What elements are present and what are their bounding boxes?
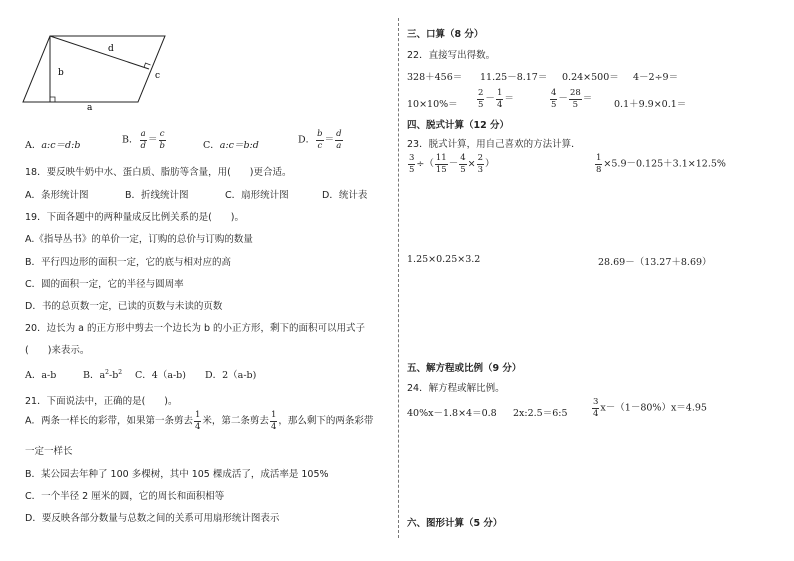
fraction (316, 130, 323, 150)
equation-1: 40%x－1.8×4＝0.8 (407, 408, 497, 419)
numerator: 2 (478, 88, 484, 98)
oral-calc-2: 11.25－8.17＝ (480, 72, 548, 83)
denominator: c (317, 140, 323, 151)
section5-title: 五、解方程或比例（9 分） (407, 363, 522, 374)
q17-option-c (203, 137, 259, 151)
q19-option-c: C．圆的面积一定，它的半径与圆周率 (25, 279, 184, 290)
oral-calc-3: 0.24×500＝ (562, 72, 619, 83)
expression-2 (594, 154, 726, 174)
equation-2: 2x:2.5＝6:5 (513, 408, 568, 419)
fraction (335, 130, 342, 150)
option-expr: a:c＝d:b (41, 140, 81, 151)
q21-option-b: B．某公园去年种了 100 多棵树，其中 105 棵成活了，成活率是 105% (25, 469, 329, 480)
parallelogram-figure (20, 30, 180, 110)
oral-calc-8: 0.1＋9.9×0.1＝ (614, 99, 687, 110)
q20-option-d: D．2（a-b) (205, 370, 257, 381)
label-a: a (87, 103, 93, 110)
expression-text: ×5.9－0.125＋3.1×12.5% (603, 158, 726, 170)
numerator: 4 (460, 153, 466, 163)
q20-option-b (83, 367, 122, 381)
numerator: 4 (551, 88, 557, 98)
option-a-text: A．两条一样长的彩带，如果第一条剪去 (25, 415, 193, 427)
fraction (139, 130, 146, 150)
right-angle-mark-b (50, 97, 55, 102)
numerator: c (159, 129, 165, 139)
operator: × (467, 158, 476, 170)
denominator: d (140, 140, 146, 151)
denominator: 4 (496, 99, 503, 110)
equals: ＝ (324, 134, 335, 146)
q19-stem: 19．下面各题中的两种量成反比例关系的是( )。 (25, 212, 245, 223)
option-letter: D． (298, 134, 316, 146)
q20-stem-line2: ( )来表示。 (25, 345, 90, 356)
expression-4: 28.69－（13.27＋8.69） (598, 257, 712, 268)
q20-stem-line1: 20．边长为 a 的正方形中剪去一个边长为 b 的小正方形，剩下的面积可以用式子 (25, 323, 366, 334)
q19-option-d: D．书的总页数一定，已读的页数与未读的页数 (25, 301, 223, 312)
equals: ＝ (582, 93, 593, 105)
label-c: c (155, 71, 161, 81)
denominator: 5 (460, 164, 466, 175)
option-b-text: B．a (83, 370, 106, 381)
q17-option-d (298, 130, 344, 150)
q18-option-b: B．折线统计图 (125, 190, 189, 201)
fraction (569, 89, 582, 109)
fraction (459, 154, 466, 174)
operator: － (558, 93, 568, 105)
numerator: 1 (270, 410, 277, 420)
numerator: 1 (596, 153, 602, 163)
q21-stem: 21．下面说法中，正确的是( )。 (25, 396, 178, 407)
denominator: 8 (596, 164, 602, 175)
denominator: a (336, 140, 342, 151)
equation-text: x－（1－80%）x＝4.95 (600, 402, 707, 414)
q19-option-b: B．平行四边形的面积一定，它的底与相对应的高 (25, 257, 232, 268)
column-divider (398, 18, 399, 538)
numerator: 1 (496, 88, 503, 98)
q18-option-d: D．统计表 (322, 190, 368, 201)
oral-calc-5: 10×10%＝ (407, 99, 458, 110)
option-expr: a:c＝b:d (219, 140, 259, 151)
oral-calc-7 (549, 89, 592, 109)
q22-stem: 22．直接写出得数。 (407, 50, 496, 61)
oral-calc-4: 4－2÷9＝ (633, 72, 679, 83)
numerator: 3 (593, 397, 599, 407)
height-d-line (50, 36, 149, 69)
right-angle-mark-d (144, 63, 151, 68)
numerator: d (336, 129, 342, 139)
q20-option-c: C．4（a-b) (135, 370, 186, 381)
superscript: 2 (118, 368, 123, 376)
q17-option-b (122, 130, 167, 150)
q17-option-a (25, 137, 80, 151)
q21-option-d: D．要反映各部分数量与总数之间的关系可用扇形统计图表示 (25, 513, 280, 524)
denominator: 4 (593, 408, 599, 419)
denominator: 4 (270, 421, 277, 432)
fraction (496, 89, 503, 109)
operator: ） (485, 158, 495, 170)
option-letter: C． (203, 140, 220, 151)
numerator: 2 (477, 153, 484, 163)
fraction (477, 89, 484, 109)
denominator: 15 (435, 164, 447, 175)
option-a-text: ，那么剩下的两条彩带 (278, 415, 374, 427)
section4-title: 四、脱式计算（12 分） (407, 120, 510, 131)
fraction (408, 154, 415, 174)
operator: － (448, 158, 459, 170)
fraction (270, 411, 277, 431)
label-b: b (58, 68, 64, 78)
denominator: 5 (572, 99, 579, 110)
section6-title: 六、图形计算（5 分） (407, 518, 503, 529)
equals: ＝ (147, 134, 158, 146)
equals: ＝ (504, 93, 514, 105)
fraction (435, 154, 448, 174)
denominator: 5 (551, 99, 557, 110)
oral-calc-6 (476, 89, 514, 109)
label-d: d (108, 44, 114, 54)
fraction (592, 398, 599, 418)
numerator: 11 (435, 153, 447, 163)
superscript: 2 (105, 368, 109, 376)
equation-3 (591, 398, 707, 418)
fraction (477, 154, 484, 174)
numerator: b (317, 129, 323, 139)
q24-stem: 24．解方程或解比例。 (407, 383, 505, 394)
fraction (194, 411, 201, 431)
numerator: a (140, 129, 146, 139)
q18-option-c: C．扇形统计图 (225, 190, 289, 201)
fraction (158, 130, 165, 150)
expression-1 (407, 154, 495, 174)
option-a-text: 米，第二条剪去 (202, 415, 269, 427)
oral-calc-1: 328＋456＝ (407, 72, 463, 83)
operator: ÷（ (416, 158, 434, 170)
fraction (595, 154, 602, 174)
expression-3: 1.25×0.25×3.2 (407, 254, 481, 265)
parallelogram-outline (23, 36, 165, 102)
denominator: b (159, 140, 165, 151)
q21-option-c: C．一个半径 2 厘米的圆，它的周长和面积相等 (25, 491, 225, 502)
q18-stem: 18．要反映牛奶中水、蛋白质、脂肪等含量，用( )更合适。 (25, 167, 292, 178)
numerator: 28 (569, 88, 581, 98)
operator: － (485, 93, 495, 105)
numerator: 3 (409, 153, 415, 163)
q18-option-a: A．条形统计图 (25, 190, 89, 201)
option-letter: A． (25, 140, 42, 151)
denominator: 5 (409, 164, 415, 175)
section3-title: 三、口算（8 分） (407, 29, 484, 40)
fraction (550, 89, 557, 109)
q23-stem: 23．脱式计算，用自己喜欢的方法计算． (407, 139, 581, 150)
denominator: 4 (195, 421, 201, 432)
denominator: 5 (478, 99, 484, 110)
denominator: 3 (477, 164, 484, 175)
option-b-text: -b (108, 370, 119, 381)
option-letter: B． (122, 134, 139, 146)
numerator: 1 (195, 410, 201, 420)
q19-option-a: A.《指导丛书》的单价一定，订购的总价与订购的数量 (25, 234, 253, 245)
q20-option-a: A．a-b (25, 370, 57, 381)
q21-option-a (25, 411, 373, 431)
q21-option-a-line2: 一定一样长 (25, 446, 73, 457)
